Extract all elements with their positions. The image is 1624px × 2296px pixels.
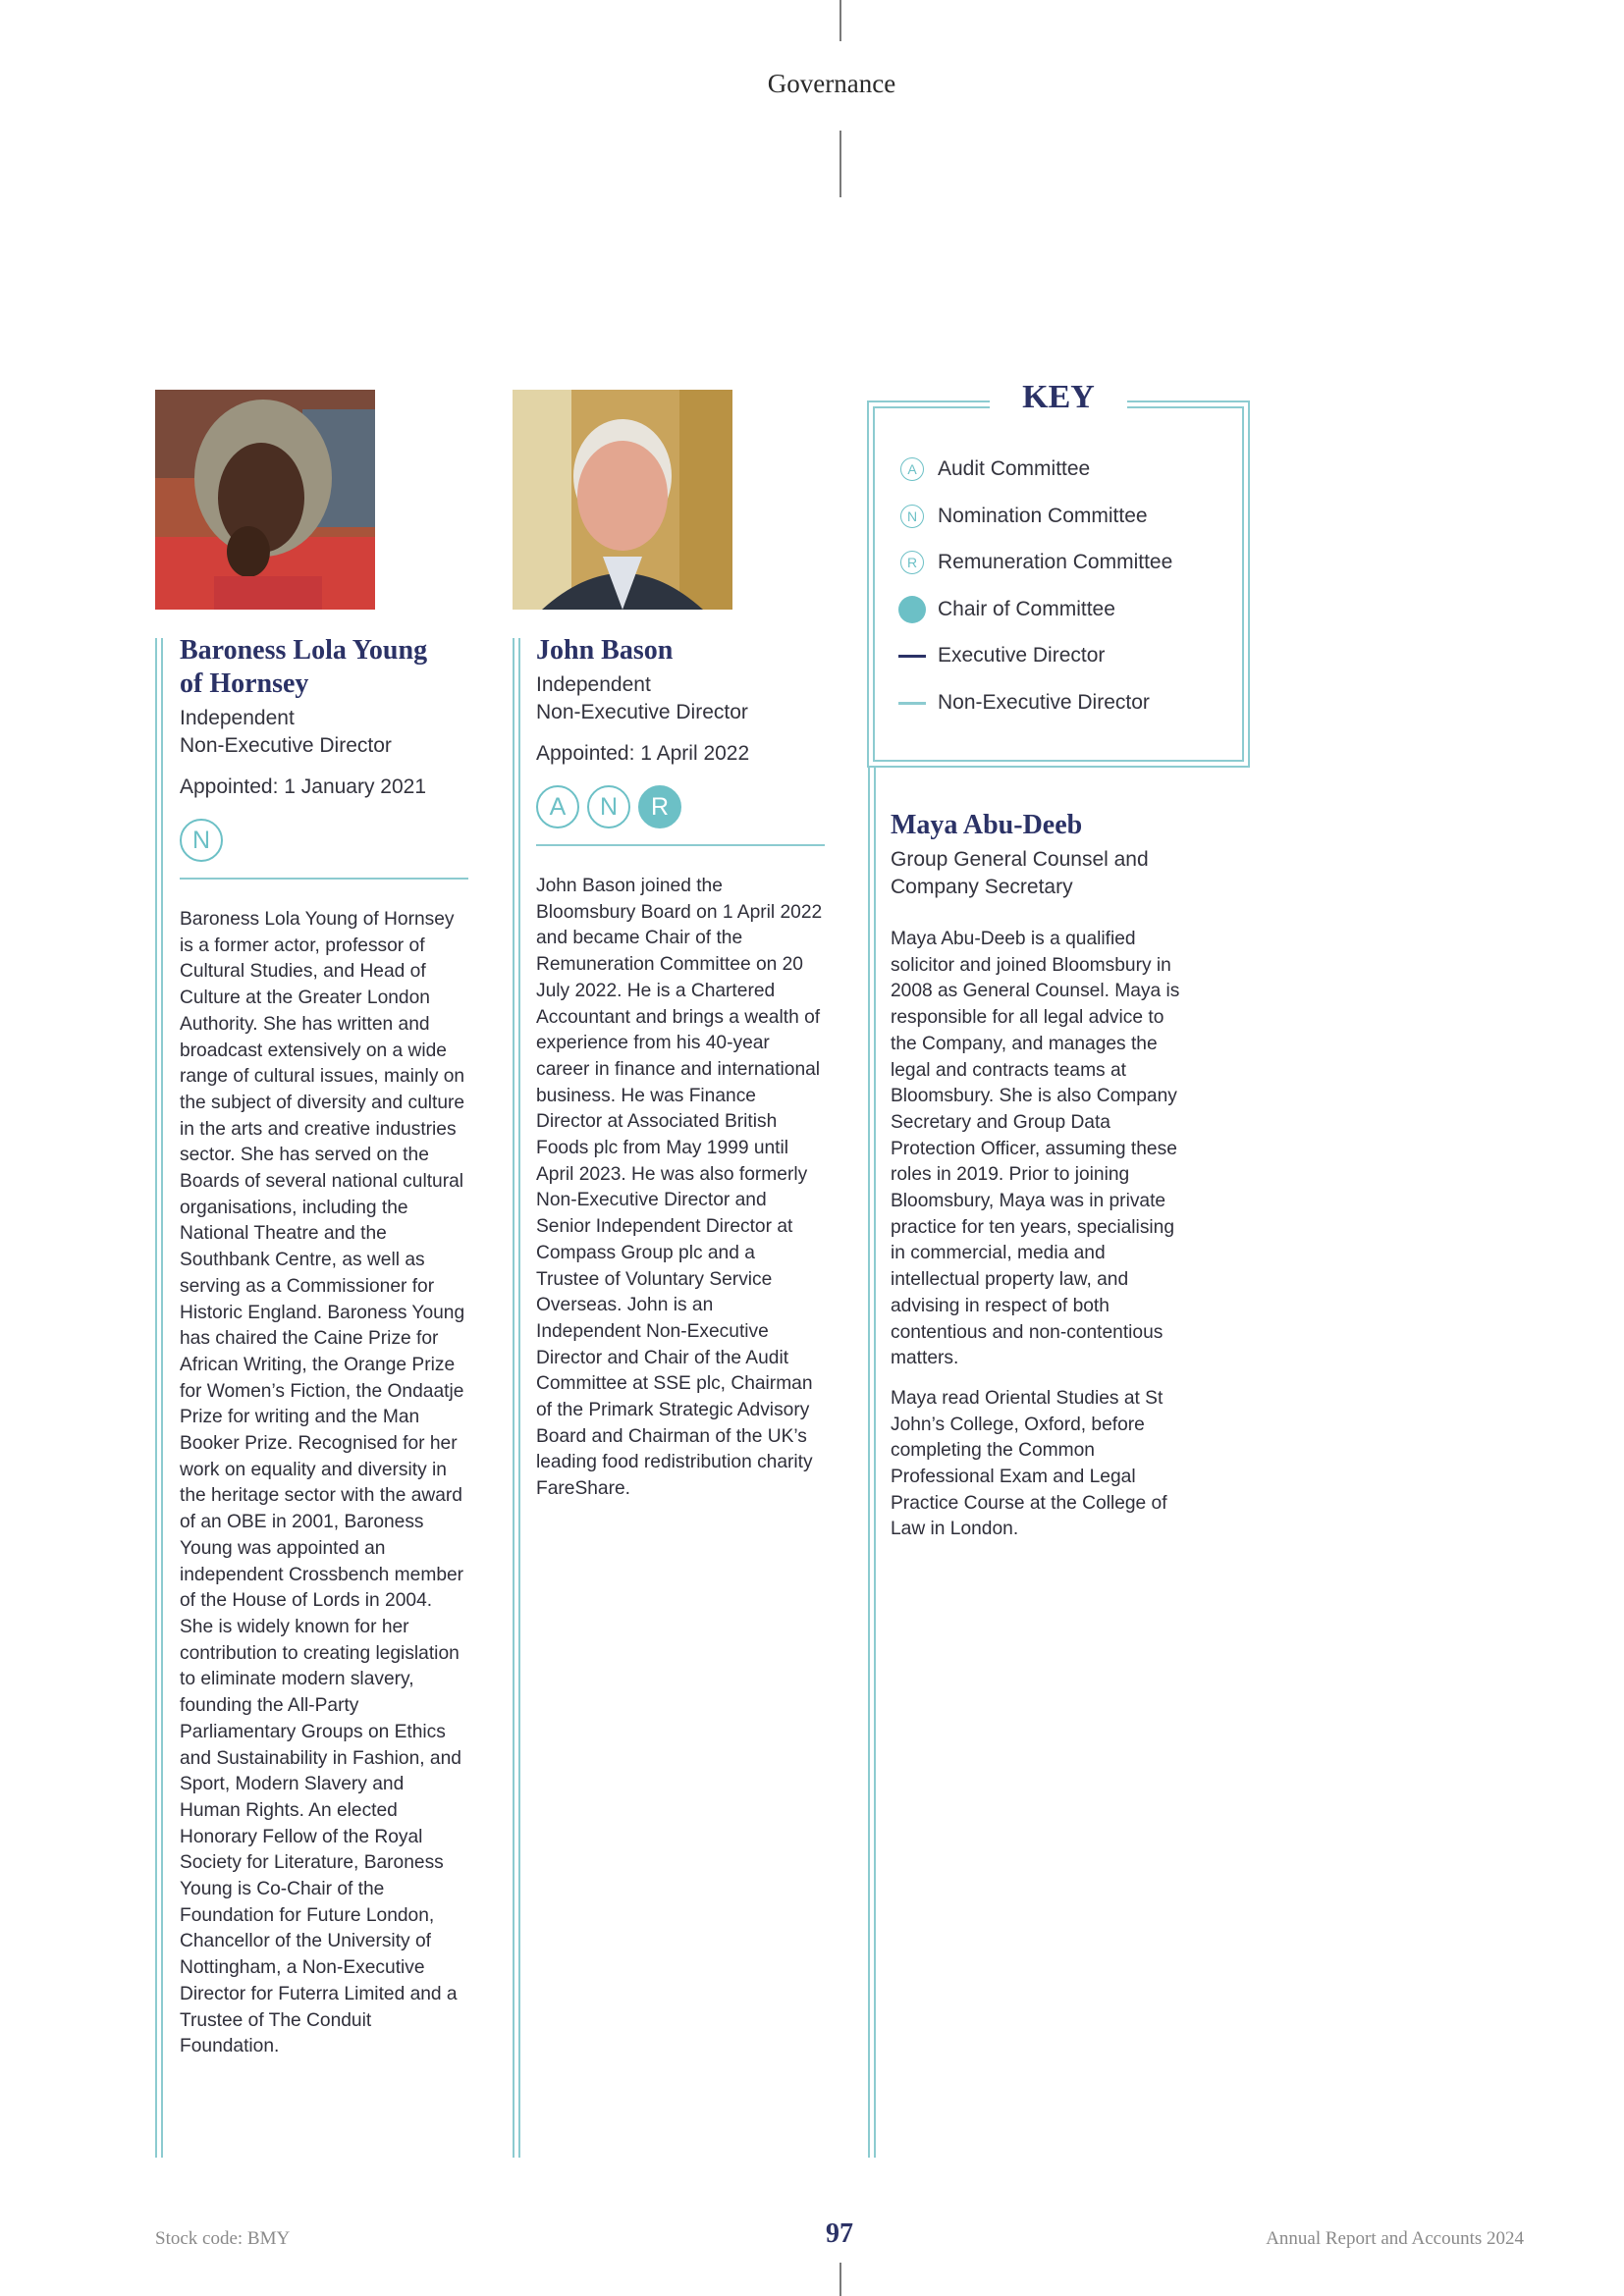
portrait-image xyxy=(155,390,375,610)
director-role-line1: Independent xyxy=(536,673,651,696)
key-label: Audit Committee xyxy=(938,457,1091,480)
section-title: Governance xyxy=(767,69,896,98)
key-label: Remuneration Committee xyxy=(938,551,1173,573)
director-role-line1: Independent xyxy=(180,707,295,729)
column-rule-1b xyxy=(161,638,163,2158)
key-item-non-executive xyxy=(898,688,1150,718)
key-title: KEY xyxy=(990,379,1127,416)
director-role-line2: Company Secretary xyxy=(891,876,1073,898)
audit-badge-icon: A xyxy=(900,457,924,481)
portrait-image xyxy=(513,390,732,610)
director-appointed: Appointed: 1 January 2021 xyxy=(180,775,427,798)
header-rule-bottom xyxy=(839,131,841,197)
executive-line-icon xyxy=(898,655,926,658)
director-bio xyxy=(891,927,1181,1543)
director-bio xyxy=(180,907,466,2060)
director-name: John Bason xyxy=(536,635,674,666)
header-rule-top xyxy=(839,0,841,41)
director-name: Maya Abu-Deeb xyxy=(891,810,1083,840)
footer-stock-code: Stock code: BMY xyxy=(155,2228,291,2249)
non-executive-line-icon xyxy=(898,702,926,705)
committee-key xyxy=(867,379,1250,768)
key-label: Nomination Committee xyxy=(938,505,1148,527)
badge-divider xyxy=(180,878,468,880)
director-role-line2: Non-Executive Director xyxy=(536,701,748,723)
remuneration-committee-chair-badge: R xyxy=(638,785,681,828)
committee-badges xyxy=(536,785,831,828)
key-label: Chair of Committee xyxy=(938,598,1115,620)
key-item-audit xyxy=(898,454,1090,484)
column-rule-2b xyxy=(518,638,520,2158)
key-label: Executive Director xyxy=(938,644,1106,667)
remuneration-badge-icon: R xyxy=(900,551,924,574)
director-photo-john-bason xyxy=(513,390,732,610)
director-card-john-bason xyxy=(536,634,831,1517)
audit-committee-badge: A xyxy=(536,785,579,828)
key-item-chair xyxy=(898,595,1115,624)
key-item-remuneration xyxy=(898,548,1172,577)
footer-report-title: Annual Report and Accounts 2024 xyxy=(1266,2228,1524,2249)
badge-divider xyxy=(536,844,825,846)
nomination-committee-badge: N xyxy=(587,785,630,828)
director-role-line1: Group General Counsel and xyxy=(891,848,1149,871)
director-card-lola-young xyxy=(180,634,474,2074)
nomination-badge-icon: N xyxy=(900,505,924,528)
page-number: 97 xyxy=(826,2218,853,2249)
director-card-maya-abu-deeb xyxy=(891,809,1185,1557)
footer-rule xyxy=(839,2263,841,2296)
column-rule-3b xyxy=(874,768,876,2158)
bio-paragraph: John Bason joined the Bloomsbury Board on 1 April 2022 and became Chair of the Remuneration Committee on 20 July 2022. He is a Chartered Accountant and brings a wealth of experience from his 40-year career in finance and international business. He was Finance Director at Associated British Foods plc from May 1999 until April 2023. He was also formerly Non-Executive Director and Senior Independent Director at Compass Group plc and a Trustee of Voluntary Service Overseas. John is an Independent Non-Executive Director and Chair of the Audit Committee at SSE plc, Chairman of the Primark Strategic Advisory Board and Chairman of the UK’s leading food redistribution charity FareShare. xyxy=(536,876,823,1500)
director-photo-lola-young xyxy=(155,390,375,610)
bio-paragraph: Maya read Oriental Studies at St John’s College, Oxford, before completing the Common Professional Exam and Legal Practice Course at the College of Law in London. xyxy=(891,1387,1167,1540)
column-rule-2a xyxy=(513,638,514,2158)
column-rule-1a xyxy=(155,638,157,2158)
chair-dot-icon xyxy=(898,596,926,623)
column-rule-3a xyxy=(868,768,870,2158)
committee-badges xyxy=(180,819,474,862)
bio-paragraph: Maya Abu-Deeb is a qualified solicitor and joined Bloomsbury in 2008 as General Counsel. Maya is responsible for all legal advice to the Company, and manages the legal and contracts teams at Bloomsbury. She is also Company Secretary and Group Data Protection Officer, assuming these roles in 2019. Prior to joining Bloomsbury, Maya was in private practice for ten years, specialising in commercial, media and intellectual property law, and advising in respect of both contentious and non-contentious matters. xyxy=(891,929,1180,1369)
bio-paragraph: Baroness Lola Young of Hornsey is a former actor, professor of Cultural Studies, and Head of Culture at the Greater London Authority. She has written and broadcast extensively on a wide range of cultural issues, mainly on the subject of diversity and culture in the arts and creative industries sector. She has served on the Boards of several national cultural organisations, including the National Theatre and the Southbank Centre, as well as serving as a Commissioner for Historic England. Baroness Young has chaired the Caine Prize for African Writing, the Orange Prize for Women’s Fiction, the Ondaatje Prize for writing and the Man Booker Prize. Recognised for her work on equality and diversity in the heritage sector with the award of an OBE in 2001, Baroness Young was appointed an independent Crossbench member of the House of Lords in 2004. She is widely known for her contribution to creating legislation to eliminate modern slavery, founding the All-Party Parliamentary Groups on Ethics and Sustainability in Fashion, and Sport, Modern Slavery and Human Rights. An elected Honorary Fellow of the Royal Society for Literature, Baroness Young is Co-Chair of the Foundation for Future London, Chancellor of the University of Nottingham, a Non-Executive Director for Futerra Limited and a Trustee of The Conduit Foundation. xyxy=(180,909,465,2057)
nomination-committee-badge: N xyxy=(180,819,223,862)
key-item-nomination xyxy=(898,502,1148,531)
director-role-line2: Non-Executive Director xyxy=(180,734,392,757)
key-label: Non-Executive Director xyxy=(938,691,1150,714)
director-bio xyxy=(536,874,823,1503)
director-name: Baroness Lola Young of Hornsey xyxy=(180,635,428,699)
key-item-executive xyxy=(898,641,1105,670)
director-appointed: Appointed: 1 April 2022 xyxy=(536,742,750,765)
